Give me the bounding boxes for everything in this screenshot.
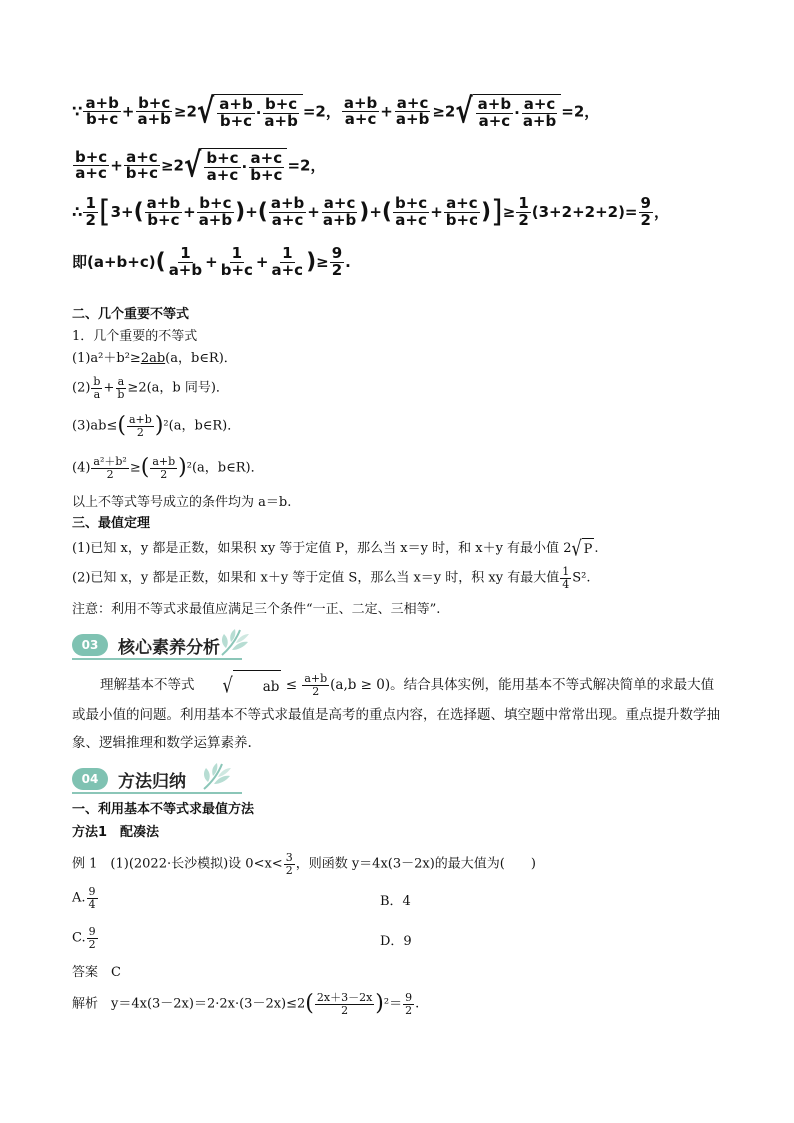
eq-two: =2 [561,102,585,121]
section-3-title: 三、最值定理 [72,516,151,531]
denominator: a [93,387,101,401]
numerator: a+b [219,95,253,113]
frac [167,246,204,279]
text: 。结合具体实例，能用基本不等式解决简单的求最大值或最小值的问题。利用基本不等式求最值是高考的重点内容，在选择题、填空题中常常出现。重点提升数学抽象、逻辑推理和数学运算素养. [72,677,720,751]
denominator: a+c [478,111,511,130]
text: (2)已知 x，y 都是正数，如果和 x＋y 等于定值 S，那么当 x＝y 时，积 xy 有最大值 [72,570,560,586]
paren: ) [480,199,492,225]
frac [197,196,234,229]
frac [248,151,284,184]
theorem-1 [72,535,599,561]
hence-symbol: ∴ [72,202,83,221]
numerator: b+c [265,95,298,113]
text: (a,b ≥ 0) [330,677,391,693]
numerator: a+c [250,149,283,167]
numerator: 9 [405,991,413,1004]
denominator: 2 [160,467,168,481]
frac [83,196,97,229]
ji-word: 即 [72,252,88,271]
plus: + [205,252,218,271]
text: . [594,541,599,556]
paren: ( [117,413,126,439]
answer: 答案 C [72,965,121,980]
eq-two: =2 [287,156,311,175]
section-header-04 [72,766,250,796]
denominator: b+c [250,165,283,184]
section-2-subtitle: 1．几个重要的不等式 [72,329,198,344]
plus: + [255,252,269,271]
comma: ， [325,102,341,121]
three-plus: 3+ [110,202,134,221]
frac [394,93,431,129]
inequality-1 [72,350,237,368]
radicand: ab [233,670,282,701]
denominator: 2 [405,1003,413,1017]
numerator: b+c [138,93,171,112]
frac [217,97,254,130]
text: (2) [72,380,91,396]
radicand: $\frac{b+c}{a+c}$ · $\frac{a+c}{b+c}$ [201,148,287,184]
option-a [72,886,472,910]
denominator: a+b [198,210,233,229]
plus: + [110,156,123,175]
method-section-title: 一、利用基本不等式求最值方法 [72,802,255,817]
numerator: 1 [518,194,529,212]
paren: ( [155,249,166,275]
plus: + [121,102,135,121]
inequality-3 [72,414,240,438]
frac [150,456,177,480]
denominator: a+b [395,110,430,129]
text: (4) [72,460,91,476]
numerator: 2x＋3－2x [316,991,373,1004]
text: (3)ab≤ [72,418,118,434]
geq: ≥ [316,252,329,271]
paren: ( [133,199,144,225]
numerator: 3 [285,851,293,864]
numerator: 9 [88,885,96,898]
leaf-icon [200,762,234,792]
frac [127,414,154,438]
numerator: a+c [523,95,556,113]
sqrt [197,94,303,130]
text: (1)已知 x，y 都是正数，如果积 xy 等于定值 P，那么当 x＝y 时，和 x＋y 有最小值 2 [72,541,572,556]
frac [83,93,120,129]
numerator: 9 [640,194,651,212]
geq-two: ≥2 [432,102,456,121]
numerator: b+c [394,194,428,212]
text: 例 1 (1)(2022·长沙模拟)设 0<x< [72,856,283,872]
denominator: a+c [271,260,304,279]
denominator: a+b [322,210,357,229]
plus: + [430,202,443,221]
frac [639,196,653,229]
numerator: b+c [206,149,239,167]
bracket: ] [491,194,503,230]
plus: + [369,202,382,221]
plus: + [380,102,393,121]
denominator: b+c [220,260,253,279]
comma: ， [584,102,600,121]
plus: + [307,202,320,221]
frac [87,886,98,910]
numerator: a+b [128,413,152,426]
denominator: 2 [88,937,96,951]
numerator: a²＋b² [93,455,127,468]
frac [87,926,98,950]
numerator: a+c [126,147,158,166]
example-1 [72,852,536,876]
denominator: 2 [341,1003,349,1017]
comma: ， [310,156,326,175]
section-number-badge: 03 [72,634,108,656]
rhs-sum: (3+2+2+2)= [531,202,638,221]
frac [124,147,160,183]
paren: ( [140,455,150,481]
paren: ) [178,455,187,481]
frac [476,97,513,130]
sqrt [455,94,561,130]
frac [444,196,480,229]
text: . [415,996,420,1012]
sum-abc: (a+b+c) [87,252,156,271]
frac [302,673,329,697]
radical-icon: √ [196,92,215,132]
sqrt [195,670,282,701]
text: ≤ [281,677,302,693]
geq: ≥ [502,202,516,221]
section-2-title: 二、几个重要不等式 [72,307,190,322]
math-line-2 [72,148,325,184]
solution [72,992,419,1016]
frac [91,376,102,400]
text: ≥2(a，b 同号)． [127,380,229,396]
frac [269,196,306,229]
denominator: b+c [219,111,253,130]
leaf-icon [218,628,252,658]
denominator: 2 [85,210,96,229]
inequality-4 [72,456,264,480]
text: ²(a，b∈R)． [163,418,241,434]
frac [204,151,240,184]
text: 理解基本不等式 [100,677,195,693]
denominator: 2 [106,467,114,481]
frac [145,196,182,229]
denominator: b+c [86,110,119,129]
frac [115,376,126,400]
text: ²(a，b∈R)． [186,460,264,476]
denominator: 2 [136,425,144,439]
therefore-symbol: ∵ [72,102,83,121]
numerator: 9 [88,925,96,938]
numerator: b+c [199,194,232,212]
bracket: [ [98,194,111,230]
sqrt [571,535,594,561]
denominator: a+c [395,210,427,229]
radicand: P [582,538,595,559]
radical-icon: √ [571,535,582,561]
option-d: D．9 [380,934,412,949]
text: ，则函数 y＝4x(3－2x)的最大值为( ) [295,856,536,872]
inequality-2: (2) $\frac{b}{a}$ + $\frac{a}{b}$ ≥2(a，b 同号)． [72,375,229,401]
radical-icon: √ [222,672,233,698]
section-header-title: 核心素养分析 [118,638,220,658]
denominator: a+c [271,210,304,229]
plus: + [183,202,196,221]
paren: ) [375,991,384,1017]
frac [342,93,379,129]
numerator: a+b [343,93,378,112]
text: 解析 y＝4x(3－2x)＝2·2x·(3－2x)≤2 [72,996,306,1012]
frac [73,147,109,183]
text: A. [72,890,86,906]
paren: ( [381,199,392,225]
denominator: a+b [522,111,557,130]
comma: ， [653,202,669,221]
numerator: b+c [75,147,108,166]
denominator: 2 [331,260,343,279]
note: 注意：利用不等式求最值应满足三个条件“一正、二定、三相等”. [72,602,441,617]
text: C. [72,930,86,946]
text: S². [572,570,591,586]
denominator: b [117,387,125,401]
frac [330,246,344,279]
denominator: 2 [518,210,529,229]
numerator: a [117,375,125,388]
denominator: b+c [147,210,180,229]
frac [284,852,295,876]
frac [135,93,172,129]
denominator: b+c [125,164,158,183]
denominator: 2 [640,210,651,229]
geq-two: ≥2 [173,102,197,121]
denominator: a+b [168,260,203,279]
math-line-1 [72,94,599,130]
numerator: a+b [304,672,328,686]
radicand: $\frac{a+b}{b+c}$ · $\frac{b+c}{a+b}$ [214,94,303,130]
denominator: a+b [264,111,298,130]
numerator: a+b [85,93,119,112]
analysis-paragraph [72,670,722,757]
frac [560,566,571,590]
paren: ) [154,413,164,439]
eq-two: =2 [302,102,326,121]
denominator: a+c [344,110,377,129]
denominator: a+c [206,165,239,184]
math-line-3 [72,196,669,229]
underlined-term: 2ab [140,351,166,366]
numerator: a+c [446,194,478,212]
numerator: 9 [331,244,343,262]
frac [262,97,299,130]
radical-icon: √ [184,146,202,186]
paren: ) [235,199,246,225]
period: . [345,252,351,271]
text: ≥ [129,460,141,476]
section-header-title: 方法归纳 [118,772,186,792]
section-header-03 [72,632,250,662]
method-1-title: 方法1 配凑法 [72,825,160,840]
denominator: 4 [88,897,96,911]
numerator: 1 [282,244,293,262]
numerator: a+b [146,194,181,212]
section-number-badge: 04 [72,768,108,790]
math-line-4 [72,246,351,279]
frac [403,992,414,1016]
frac [219,246,255,279]
frac [91,456,128,480]
numerator: 1 [231,244,243,262]
paren: ( [257,199,268,225]
denominator: a+c [75,164,107,183]
text: ²＝ [383,996,403,1012]
plus: + [245,202,258,221]
paren: ( [305,991,314,1017]
numerator: a+b [477,95,512,113]
text: (1)a²＋b²≥ [72,351,141,366]
numerator: a+b [270,194,305,212]
radical-icon: √ [455,92,473,132]
frac [321,196,358,229]
numerator: b [93,375,101,388]
frac [516,196,530,229]
frac [521,97,558,130]
denominator: 4 [562,577,570,591]
numerator: 1 [85,194,96,212]
paren: ) [359,199,370,225]
equality-condition: 以上不等式等号成立的条件均为 a＝b. [72,495,292,510]
text: (a，b∈R)． [165,351,237,366]
denominator: a+b [137,110,171,129]
geq-two: ≥2 [160,156,184,175]
theorem-2 [72,566,590,590]
numerator: 1 [180,244,191,262]
radicand: $\frac{a+b}{a+c}$ · $\frac{a+c}{a+b}$ [473,94,562,130]
numerator: a+c [396,93,429,112]
numerator: 1 [562,565,570,578]
numerator: a+b [152,455,176,468]
option-b: B．4 [380,894,411,909]
frac [315,992,374,1016]
denominator: 2 [312,685,320,698]
frac [269,246,305,279]
sqrt [184,148,287,184]
option-c [72,926,472,950]
denominator: 2 [285,863,293,877]
frac [393,196,429,229]
numerator: a+c [323,194,356,212]
paren: ) [306,249,317,275]
denominator: b+c [445,210,478,229]
